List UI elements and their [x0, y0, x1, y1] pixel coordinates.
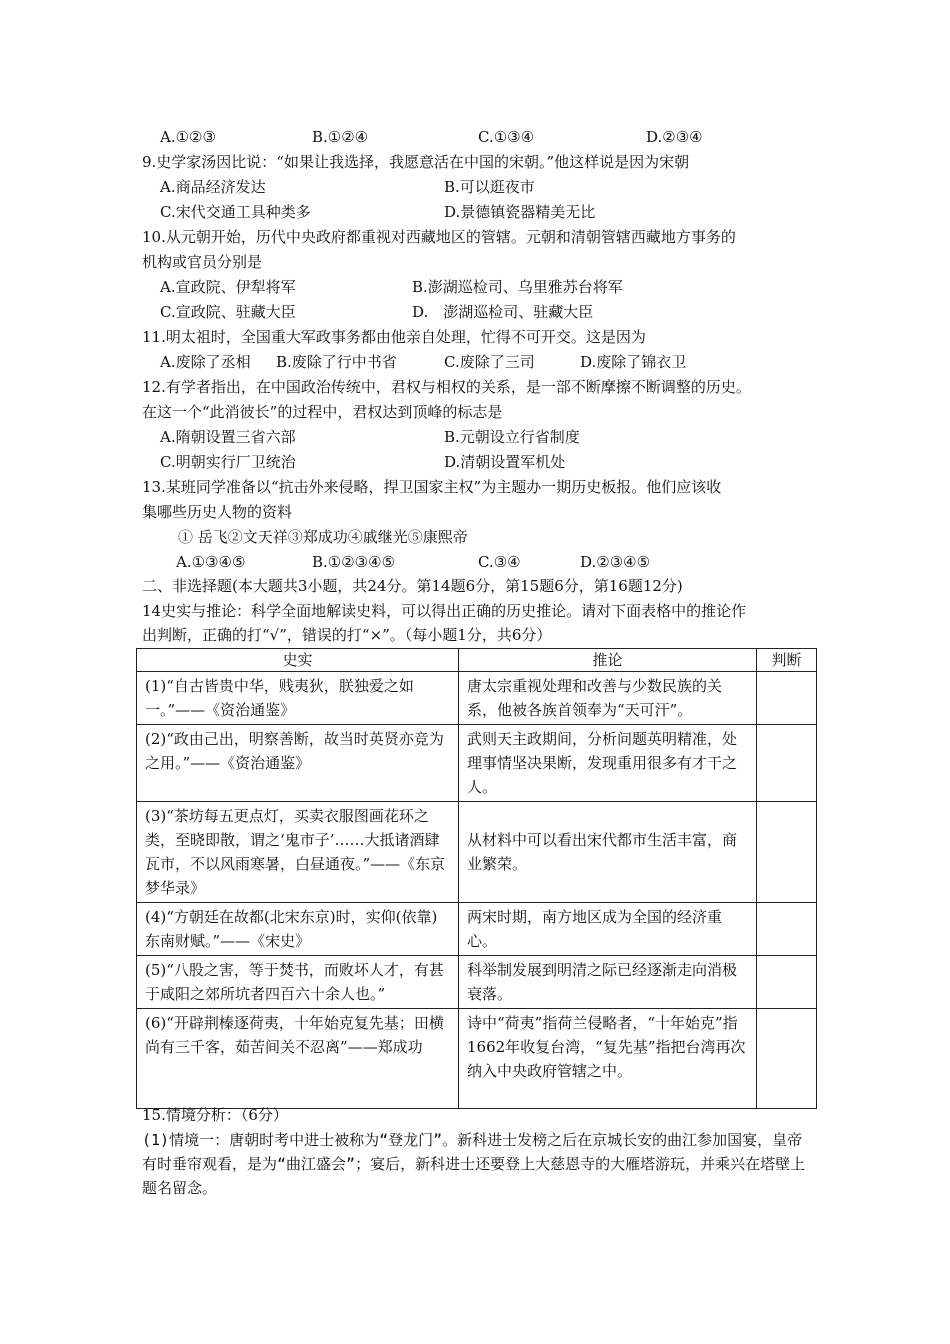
fact-cell: (5)“八股之害，等于焚书，而败坏人才，有甚于咸阳之郊所坑者四百六十余人也。”	[137, 956, 459, 1009]
q9-option-a[interactable]: A.商品经济发达	[160, 178, 266, 196]
fact-cell: (2)“政由己出，明察善断，故当时英贤亦竞为之用。”——《资治通鉴》	[137, 725, 459, 802]
q12-stem-cont: 在这一个“此消彼长”的过程中，君权达到顶峰的标志是	[142, 403, 503, 421]
section-2-heading: 二、非选择题(本大题共3小题，共24分。第14题6分，第15题6分，第16题12分)	[142, 577, 683, 595]
q12-stem: 12.有学者指出，在中国政治传统中，君权与相权的关系，是一部不断摩擦不断调整的历史。	[142, 378, 751, 396]
q12-option-d[interactable]: D.清朝设置军机处	[444, 453, 566, 471]
header-inference: 推论	[459, 649, 757, 672]
table-header-row	[137, 649, 817, 672]
inference-cell: 武则天主政期间，分析问题英明精准，处理事情坚决果断，发现重用很多有才干之人。	[459, 725, 757, 802]
q10-option-d[interactable]: D. 澎湖巡检司、驻藏大臣	[412, 303, 594, 321]
q12-option-b[interactable]: B.元朝设立行省制度	[444, 428, 580, 446]
table-row	[137, 1009, 817, 1109]
q8-option-a[interactable]: A.①②③	[160, 128, 216, 146]
judge-cell[interactable]	[757, 672, 817, 725]
q15-stem: 15.情境分析：（6分）	[142, 1106, 288, 1124]
q13-stem: 13.某班同学准备以“抗击外来侵略，捍卫国家主权”为主题办一期历史板报。他们应该收	[142, 478, 722, 496]
q10-stem-cont: 机构或官员分别是	[142, 253, 263, 271]
inference-cell: 两宋时期，南方地区成为全国的经济重心。	[459, 903, 757, 956]
q11-option-d[interactable]: D.废除了锦衣卫	[580, 353, 687, 371]
q8-option-c[interactable]: C.①③④	[478, 128, 535, 146]
q11-stem: 11.明太祖时，全国重大军政事务都由他亲自处理，忙得不可开交。这是因为	[142, 328, 646, 346]
fact-cell: (6)“开辟荆榛逐荷夷，十年始克复先基；田横尚有三千客，茹苦间关不忍离”——郑成功	[137, 1009, 459, 1109]
table-row	[137, 725, 817, 802]
q13-option-c[interactable]: C.③④	[478, 553, 521, 571]
q9-option-b[interactable]: B.可以逛夜市	[444, 178, 535, 196]
table-row	[137, 672, 817, 725]
judge-cell[interactable]	[757, 802, 817, 903]
q10-option-c[interactable]: C.宣政院、驻藏大臣	[160, 303, 296, 321]
header-judge: 判断	[757, 649, 817, 672]
q10-option-a[interactable]: A.宣政院、伊犁将军	[160, 278, 296, 296]
table-row	[137, 956, 817, 1009]
judge-cell[interactable]	[757, 1009, 817, 1109]
q13-items: ① 岳飞②文天祥③郑成功④戚继光⑤康熙帝	[178, 528, 468, 546]
q12-option-c[interactable]: C.明朝实行厂卫统治	[160, 453, 296, 471]
q10-option-b[interactable]: B.澎湖巡检司、乌里雅苏台将军	[412, 278, 623, 296]
q13-option-b[interactable]: B.①②③④⑤	[312, 553, 396, 571]
inference-cell: 从材料中可以看出宋代都市生活丰富，商业繁荣。	[459, 802, 757, 903]
table-row	[137, 802, 817, 903]
fact-cell: (3)“茶坊每五更点灯，买卖衣服图画花环之类，至晓即散，谓之‘鬼市子’……大抵诸酒肆瓦市，不以风雨寒暑，白昼通夜。”——《东京梦华录》	[137, 802, 459, 903]
q9-option-c[interactable]: C.宋代交通工具种类多	[160, 203, 311, 221]
q11-option-a[interactable]: A.废除了丞相	[160, 353, 251, 371]
q14-stem: 14史实与推论：科学全面地解读史料，可以得出正确的历史推论。请对下面表格中的推论作	[142, 602, 747, 620]
table-row	[137, 903, 817, 956]
q8-option-b[interactable]: B.①②④	[312, 128, 369, 146]
q9-option-d[interactable]: D.景德镇瓷器精美无比	[444, 203, 596, 221]
history-inference-table	[136, 648, 817, 1109]
q13-option-d[interactable]: D.②③④⑤	[580, 553, 651, 571]
fact-cell: (4)“方朝廷在故都(北宋东京)时，实仰(依靠)东南财赋。”——《宋史》	[137, 903, 459, 956]
judge-cell[interactable]	[757, 903, 817, 956]
q14-stem-cont: 出判断，正确的打“√”，错误的打“×”。（每小题1分，共6分）	[142, 626, 552, 644]
q9-stem: 9.史学家汤因比说：“如果让我选择，我愿意活在中国的宋朝。”他这样说是因为宋朝	[142, 153, 690, 171]
inference-cell: 诗中“荷夷”指荷兰侵略者，“十年始克”指1662年收复台湾，“复先基”指把台湾再次纳入中央政府管辖之中。	[459, 1009, 757, 1109]
q15-situation-1: (1)情境一：唐朝时考中进士被称为“登龙门”。新科进士发榜之后在京城长安的曲江参加国宴，皇帝有时垂帘观看，是为“曲江盛会”；宴后，新科进士还要登上大慈恩寺的大雁塔游玩，并乘兴在塔壁上题名留念。	[142, 1131, 806, 1197]
header-fact: 史实	[137, 649, 459, 672]
q13-option-a[interactable]: A.①③④⑤	[176, 553, 246, 571]
fact-cell: (1)“自古皆贵中华，贱夷狄，朕独爱之如一。”——《资治通鉴》	[137, 672, 459, 725]
q13-stem-cont: 集哪些历史人物的资料	[142, 503, 293, 521]
q11-option-b[interactable]: B.废除了行中书省	[276, 353, 397, 371]
judge-cell[interactable]	[757, 956, 817, 1009]
inference-cell: 科举制发展到明清之际已经逐渐走向消极衰落。	[459, 956, 757, 1009]
judge-cell[interactable]	[757, 725, 817, 802]
inference-cell: 唐太宗重视处理和改善与少数民族的关系，他被各族首领奉为“天可汗”。	[459, 672, 757, 725]
q12-option-a[interactable]: A.隋朝设置三省六部	[160, 428, 296, 446]
q11-option-c[interactable]: C.废除了三司	[444, 353, 535, 371]
q8-option-d[interactable]: D.②③④	[646, 128, 703, 146]
q10-stem: 10.从元朝开始，历代中央政府都重视对西藏地区的管辖。元朝和清朝管辖西藏地方事务的	[142, 228, 736, 246]
